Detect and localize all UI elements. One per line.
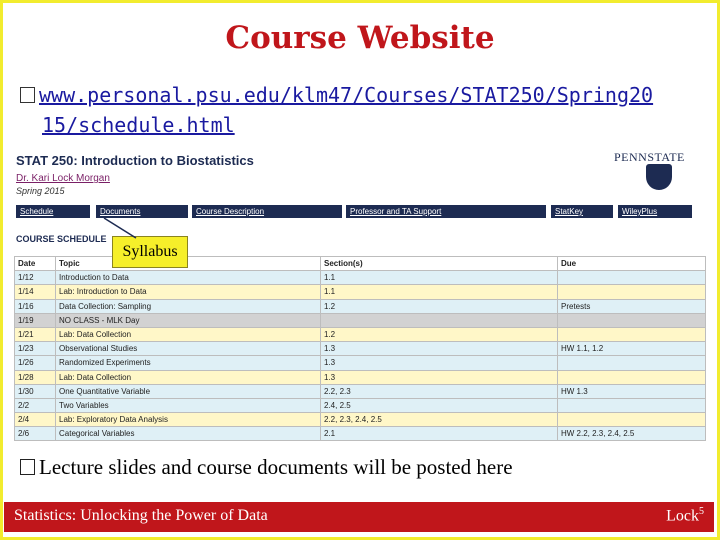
cell-due: HW 2.2, 2.3, 2.4, 2.5 — [558, 427, 706, 441]
table-row — [15, 327, 706, 341]
author-link[interactable]: Dr. Kari Lock Morgan — [16, 173, 110, 184]
nav-professor-ta-support[interactable]: Professor and TA Support — [346, 205, 546, 218]
cell-due — [558, 271, 706, 285]
cell-topic: Lab: Introduction to Data — [56, 285, 321, 299]
table-row — [15, 313, 706, 327]
cell-date: 2/2 — [15, 398, 56, 412]
cell-topic: Introduction to Data — [56, 271, 321, 285]
cell-due — [558, 356, 706, 370]
table-row — [15, 384, 706, 398]
cell-date: 1/16 — [15, 299, 56, 313]
cell-date: 1/30 — [15, 384, 56, 398]
footer-author — [666, 506, 704, 525]
cell-sections: 2.4, 2.5 — [321, 398, 558, 412]
cell-sections: 1.2 — [321, 327, 558, 341]
cell-date: 1/14 — [15, 285, 56, 299]
table-row — [15, 370, 706, 384]
table-row — [15, 285, 706, 299]
term-label: Spring 2015 — [16, 186, 65, 196]
schedule-heading: COURSE SCHEDULE — [16, 234, 107, 244]
col-sections: Section(s) — [321, 257, 558, 271]
nav-documents[interactable]: Documents — [96, 205, 188, 218]
url-bullet — [20, 80, 720, 110]
cell-due — [558, 370, 706, 384]
nav-statkey[interactable]: StatKey — [551, 205, 613, 218]
col-due: Due — [558, 257, 706, 271]
col-topic: Topic — [56, 257, 321, 271]
logo-text: PENNSTATE — [614, 150, 685, 164]
cell-due — [558, 398, 706, 412]
website-title: STAT 250: Introduction to Biostatistics — [16, 153, 254, 168]
cell-due — [558, 313, 706, 327]
cell-due: HW 1.1, 1.2 — [558, 342, 706, 356]
table-row — [15, 342, 706, 356]
shield-icon — [646, 164, 672, 190]
cell-topic: NO CLASS - MLK Day — [56, 313, 321, 327]
callout-pointer — [100, 216, 140, 240]
cell-topic: One Quantitative Variable — [56, 384, 321, 398]
course-url-link[interactable]: www.personal.psu.edu/klm47/Courses/STAT250/Spring20 — [39, 83, 654, 107]
cell-sections: 1.2 — [321, 299, 558, 313]
cell-sections — [321, 313, 558, 327]
cell-topic: Lab: Exploratory Data Analysis — [56, 413, 321, 427]
table-row — [15, 356, 706, 370]
cell-due — [558, 285, 706, 299]
cell-topic: Observational Studies — [56, 342, 321, 356]
cell-sections: 2.2, 2.3, 2.4, 2.5 — [321, 413, 558, 427]
cell-sections: 1.3 — [321, 370, 558, 384]
cell-topic: Randomized Experiments — [56, 356, 321, 370]
cell-date: 1/23 — [15, 342, 56, 356]
cell-date: 1/26 — [15, 356, 56, 370]
cell-topic: Lab: Data Collection — [56, 370, 321, 384]
footer-author-name: Lock — [666, 507, 699, 525]
cell-topic: Data Collection: Sampling — [56, 299, 321, 313]
col-date: Date — [15, 257, 56, 271]
cell-sections: 1.3 — [321, 342, 558, 356]
cell-due: Pretests — [558, 299, 706, 313]
cell-sections: 1.1 — [321, 271, 558, 285]
cell-topic: Categorical Variables — [56, 427, 321, 441]
cell-sections: 1.3 — [321, 356, 558, 370]
slides-bullet-text: Lecture slides and course documents will be posted here — [39, 455, 513, 479]
nav-wileyplus[interactable]: WileyPlus — [618, 205, 692, 218]
table-row — [15, 299, 706, 313]
slides-bullet — [20, 452, 513, 482]
cell-date: 2/4 — [15, 413, 56, 427]
footer-book-title: Statistics: Unlocking the Power of Data — [14, 507, 268, 524]
bullet-box-icon — [20, 459, 35, 475]
cell-due — [558, 327, 706, 341]
schedule-table — [14, 256, 706, 441]
course-url-link-continued[interactable]: 15/schedule.html — [42, 113, 235, 137]
pennstate-logo — [614, 150, 704, 192]
table-row — [15, 271, 706, 285]
slide-footer — [4, 502, 714, 532]
table-row — [15, 427, 706, 441]
cell-date: 1/28 — [15, 370, 56, 384]
cell-due: HW 1.3 — [558, 384, 706, 398]
cell-date: 1/19 — [15, 313, 56, 327]
cell-date: 1/12 — [15, 271, 56, 285]
footer-page-number: 5 — [699, 506, 704, 517]
cell-date: 2/6 — [15, 427, 56, 441]
cell-topic: Lab: Data Collection — [56, 327, 321, 341]
cell-due — [558, 413, 706, 427]
url-bullet-continuation — [42, 110, 235, 140]
nav-schedule[interactable]: Schedule — [16, 205, 90, 218]
cell-sections: 2.1 — [321, 427, 558, 441]
table-row — [15, 398, 706, 412]
cell-date: 1/21 — [15, 327, 56, 341]
slide-title: Course Website — [225, 20, 495, 56]
cell-topic: Two Variables — [56, 398, 321, 412]
syllabus-callout: Syllabus — [112, 236, 188, 268]
website-screenshot — [14, 150, 706, 446]
cell-sections: 1.1 — [321, 285, 558, 299]
table-row — [15, 413, 706, 427]
schedule-body — [15, 271, 706, 441]
bullet-box-icon — [20, 87, 35, 103]
nav-course-description[interactable]: Course Description — [192, 205, 342, 218]
cell-sections: 2.2, 2.3 — [321, 384, 558, 398]
